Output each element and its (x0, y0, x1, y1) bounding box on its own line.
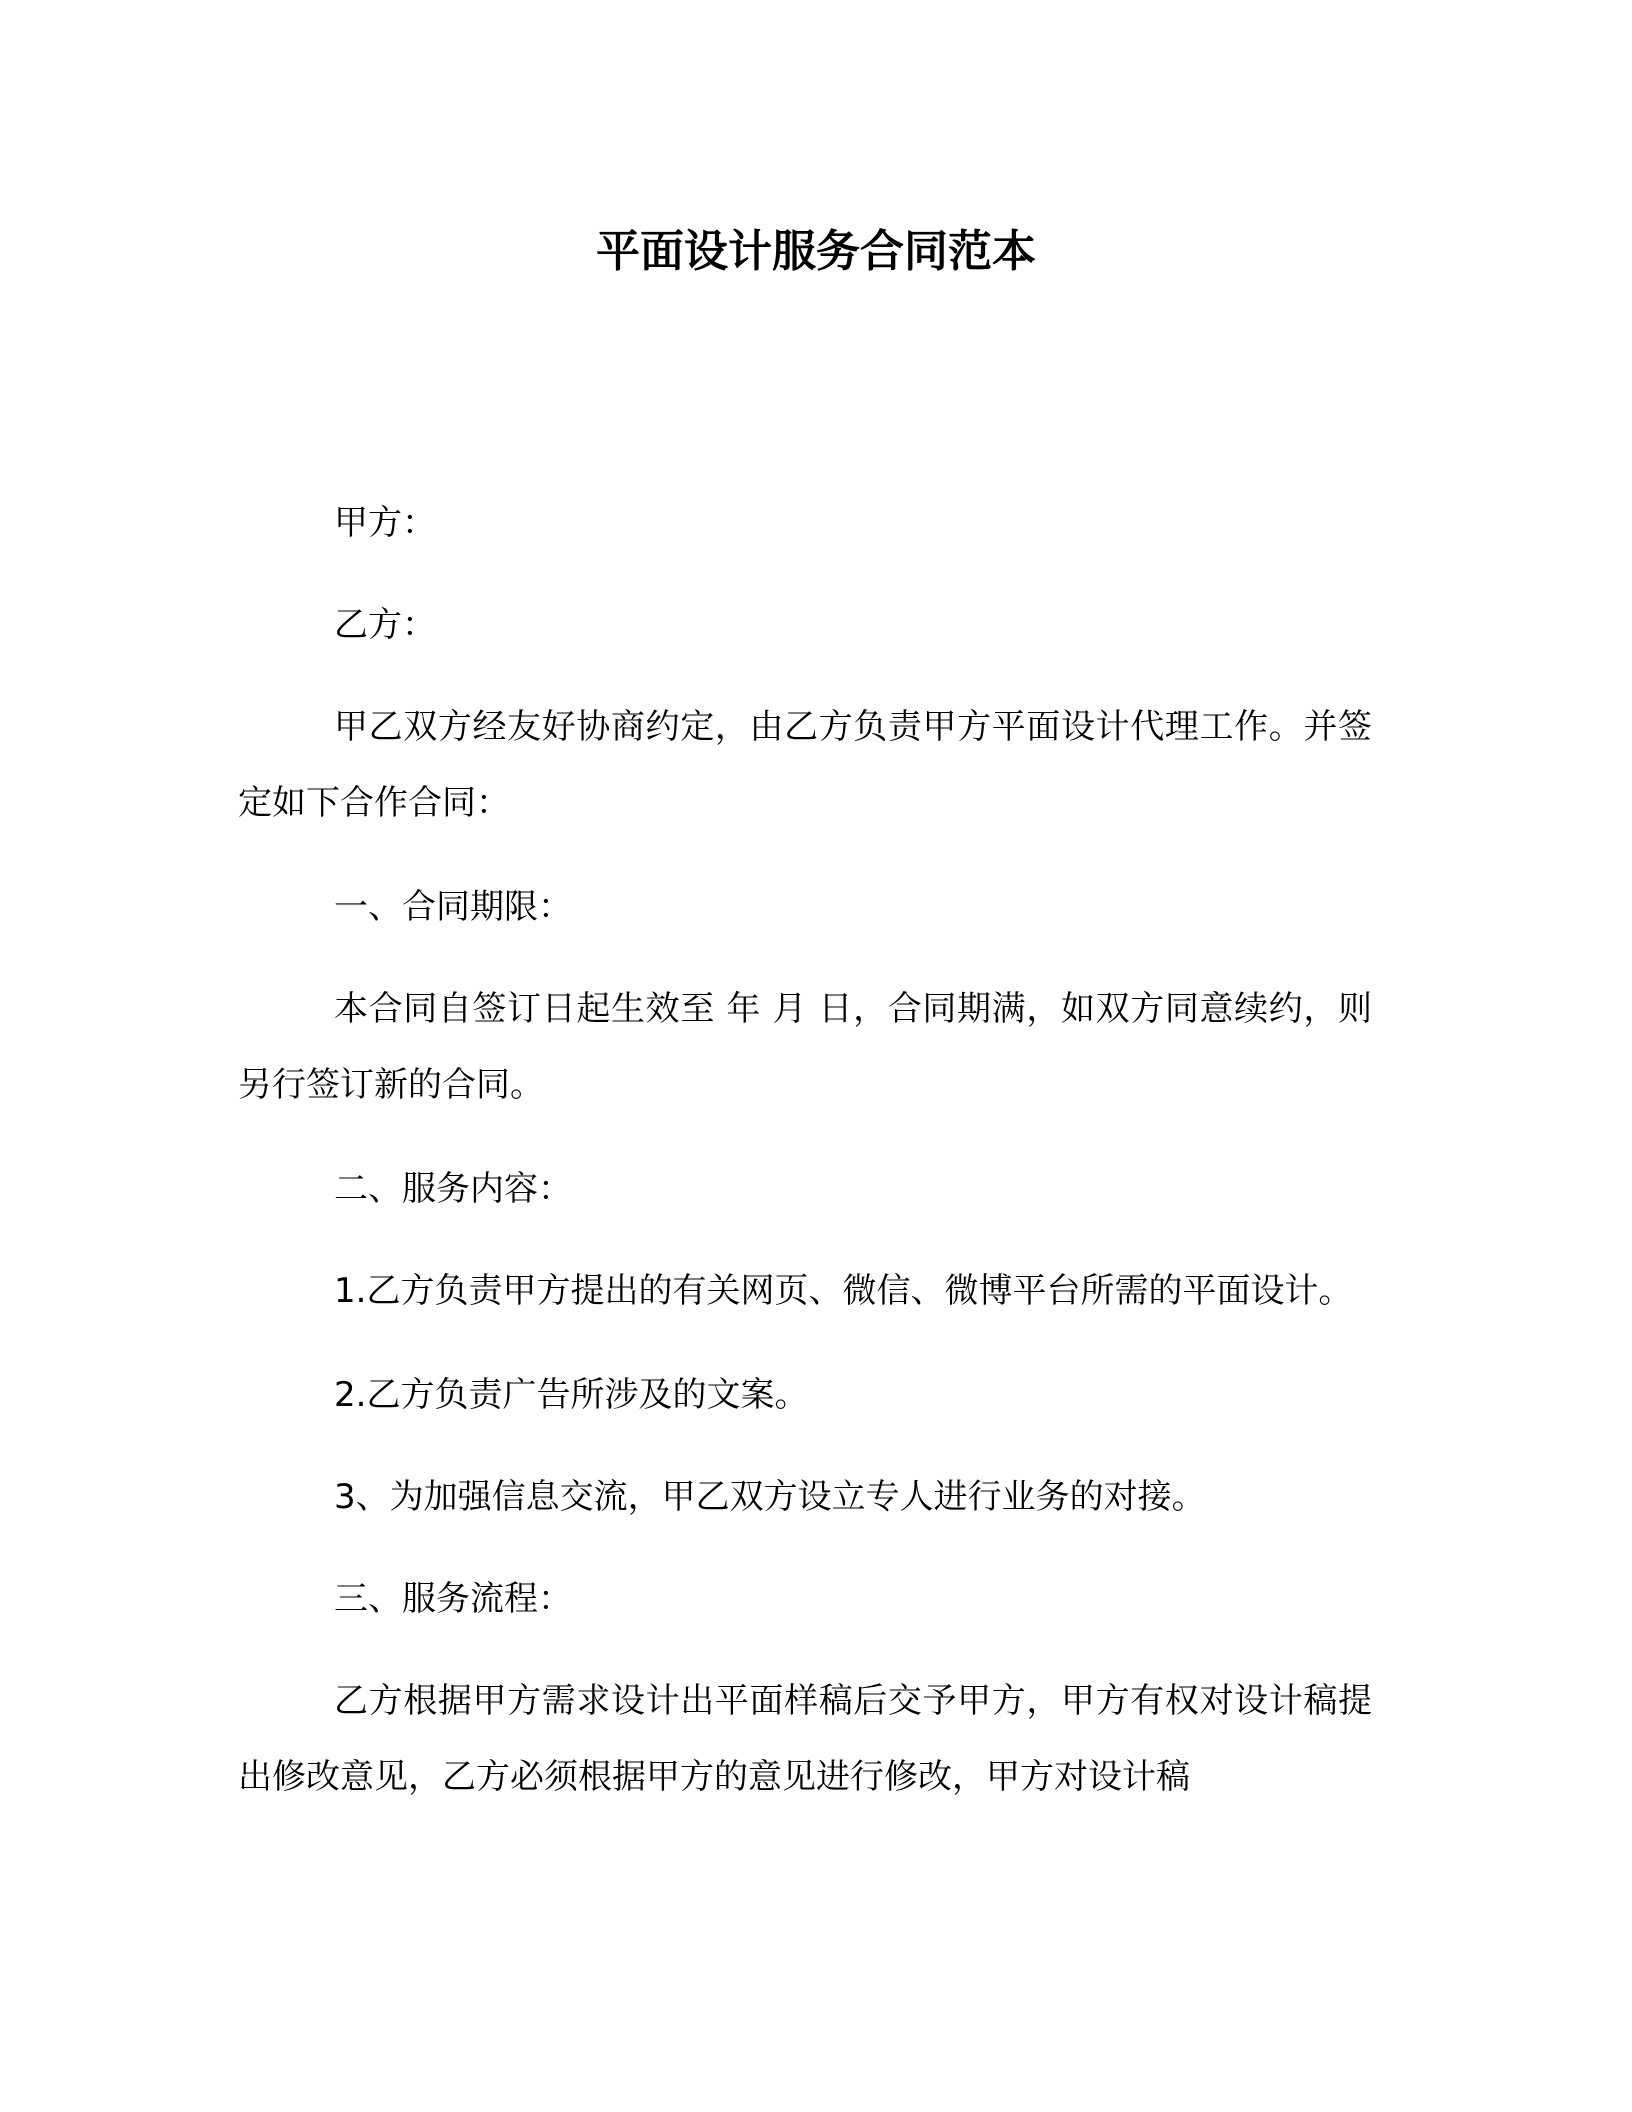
service-item-1: 1.乙方负责甲方提出的有关网页、微信、微博平台所需的平面设计。 (334, 1271, 1353, 1311)
party-a-line: 甲方： (334, 503, 436, 543)
document-title: 平面设计服务合同范本 (596, 226, 1036, 277)
party-b-line: 乙方： (334, 605, 436, 645)
section-heading-term: 一、合同期限： (334, 887, 572, 927)
section-heading-services: 二、服务内容： (334, 1169, 572, 1209)
intro-paragraph: 甲乙双方经友好协商约定，由乙方负责甲方平面设计代理工作。并签定如下合作合同： (238, 707, 1372, 823)
process-paragraph: 乙方根据甲方需求设计出平面样稿后交予甲方，甲方有权对设计稿提出修改意见，乙方必须根据甲方的意见进行修改，甲方对设计稿 (238, 1681, 1372, 1797)
document-body (238, 485, 1372, 1843)
service-item-3: 3、为加强信息交流，甲乙双方设立专人进行业务的对接。 (334, 1477, 1206, 1517)
service-item-2: 2.乙方负责广告所涉及的文案。 (334, 1375, 809, 1415)
term-paragraph: 本合同自签订日起生效至 年 月 日，合同期满，如双方同意续约，则另行签订新的合同。 (238, 989, 1372, 1105)
section-heading-process: 三、服务流程： (334, 1579, 572, 1619)
